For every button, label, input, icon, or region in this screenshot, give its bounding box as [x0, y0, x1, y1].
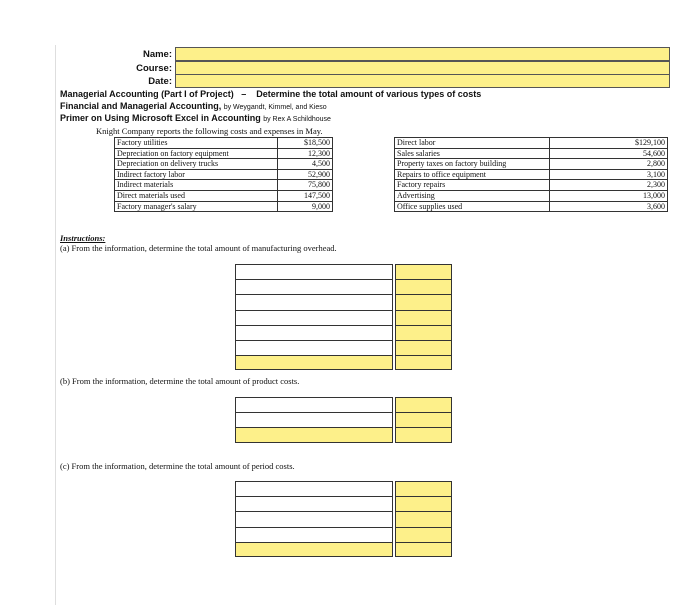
course-label: Course:	[136, 63, 172, 74]
project-title: Managerial Accounting (Part I of Project) – Determine the total amount of various types of costs	[60, 89, 482, 99]
grid-a-label-cell[interactable]	[235, 340, 393, 355]
name-label: Name:	[142, 49, 172, 60]
right-amount: 2,300	[550, 180, 668, 191]
left-label: Factory manager's salary	[115, 201, 278, 212]
left-row	[115, 169, 333, 180]
grid-b-amount-cell[interactable]	[395, 397, 452, 412]
name-field[interactable]	[175, 47, 670, 61]
left-amount: 9,000	[278, 201, 333, 212]
right-row	[395, 138, 668, 149]
grid-c-amount-cell[interactable]	[395, 481, 452, 496]
left-amount: 147,500	[278, 190, 333, 201]
right-row	[395, 190, 668, 201]
right-amount: 54,600	[550, 148, 668, 159]
grid-a-amount-cell[interactable]	[395, 279, 452, 294]
right-row	[395, 201, 668, 212]
right-label: Office supplies used	[395, 201, 550, 212]
right-amount: $129,100	[550, 138, 668, 149]
instruction-c: (c) From the information, determine the total amount of period costs.	[60, 461, 295, 471]
grid-c-total-label-cell[interactable]	[235, 542, 393, 557]
right-amount: 13,000	[550, 190, 668, 201]
right-row	[395, 180, 668, 191]
instruction-a: (a) From the information, determine the total amount of manufacturing overhead.	[60, 243, 337, 253]
right-amount: 2,800	[550, 159, 668, 170]
instruction-b: (b) From the information, determine the total amount of product costs.	[60, 376, 300, 386]
right-amount: 3,100	[550, 169, 668, 180]
grid-a-label-cell[interactable]	[235, 325, 393, 340]
grid-b-total-amount-cell[interactable]	[395, 427, 452, 442]
grid-b-total-label-cell[interactable]	[235, 427, 393, 442]
right-label: Factory repairs	[395, 180, 550, 191]
grid-a-label-cell[interactable]	[235, 294, 393, 309]
right-cost-table	[394, 137, 668, 212]
right-label: Advertising	[395, 190, 550, 201]
left-amount: 75,800	[278, 180, 333, 191]
grid-c-label-cell[interactable]	[235, 527, 393, 542]
date-field[interactable]	[175, 74, 670, 88]
date-label: Date:	[148, 76, 172, 87]
grid-c-label-cell[interactable]	[235, 481, 393, 496]
grid-c-total-amount-cell[interactable]	[395, 542, 452, 557]
grid-c-label-cell[interactable]	[235, 496, 393, 511]
left-row	[115, 159, 333, 170]
answer-grid-b	[235, 397, 452, 443]
grid-c-amount-cell[interactable]	[395, 527, 452, 542]
left-row	[115, 148, 333, 159]
grid-a-amount-cell[interactable]	[395, 264, 452, 279]
right-label: Sales salaries	[395, 148, 550, 159]
left-amount: $18,500	[278, 138, 333, 149]
grid-a-label-cell[interactable]	[235, 310, 393, 325]
left-row	[115, 180, 333, 191]
right-amount: 3,600	[550, 201, 668, 212]
left-amount: 52,900	[278, 169, 333, 180]
right-label: Property taxes on factory building	[395, 159, 550, 170]
right-label: Direct labor	[395, 138, 550, 149]
left-label: Indirect factory labor	[115, 169, 278, 180]
answer-grid-a	[235, 264, 452, 370]
grid-c-amount-cell[interactable]	[395, 496, 452, 511]
grid-a-total-label-cell[interactable]	[235, 355, 393, 370]
instructions-heading: Instructions:	[60, 233, 106, 243]
grid-a-amount-cell[interactable]	[395, 310, 452, 325]
grid-c-amount-cell[interactable]	[395, 511, 452, 526]
left-label: Depreciation on delivery trucks	[115, 159, 278, 170]
grid-b-amount-cell[interactable]	[395, 412, 452, 427]
left-row	[115, 201, 333, 212]
grid-c-label-cell[interactable]	[235, 511, 393, 526]
book1-reference: Financial and Managerial Accounting, by Weygandt, Kimmel, and Kieso	[60, 101, 327, 111]
grid-a-amount-cell[interactable]	[395, 340, 452, 355]
right-row	[395, 148, 668, 159]
grid-a-amount-cell[interactable]	[395, 325, 452, 340]
left-label: Indirect materials	[115, 180, 278, 191]
grid-b-label-cell[interactable]	[235, 412, 393, 427]
intro-text: Knight Company reports the following costs and expenses in May.	[96, 126, 323, 136]
grid-a-label-cell[interactable]	[235, 279, 393, 294]
left-row	[115, 190, 333, 201]
course-field[interactable]	[175, 61, 670, 75]
left-amount: 4,500	[278, 159, 333, 170]
left-label: Factory utilities	[115, 138, 278, 149]
answer-grid-c	[235, 481, 452, 557]
right-label: Repairs to office equipment	[395, 169, 550, 180]
grid-b-label-cell[interactable]	[235, 397, 393, 412]
grid-a-label-cell[interactable]	[235, 264, 393, 279]
grid-a-amount-cell[interactable]	[395, 294, 452, 309]
left-label: Direct materials used	[115, 190, 278, 201]
left-amount: 12,300	[278, 148, 333, 159]
book2-reference: Primer on Using Microsoft Excel in Accounting by Rex A Schildhouse	[60, 113, 331, 123]
left-label: Depreciation on factory equipment	[115, 148, 278, 159]
grid-a-total-amount-cell[interactable]	[395, 355, 452, 370]
left-cost-table	[114, 137, 333, 212]
right-row	[395, 159, 668, 170]
right-row	[395, 169, 668, 180]
left-row	[115, 138, 333, 149]
